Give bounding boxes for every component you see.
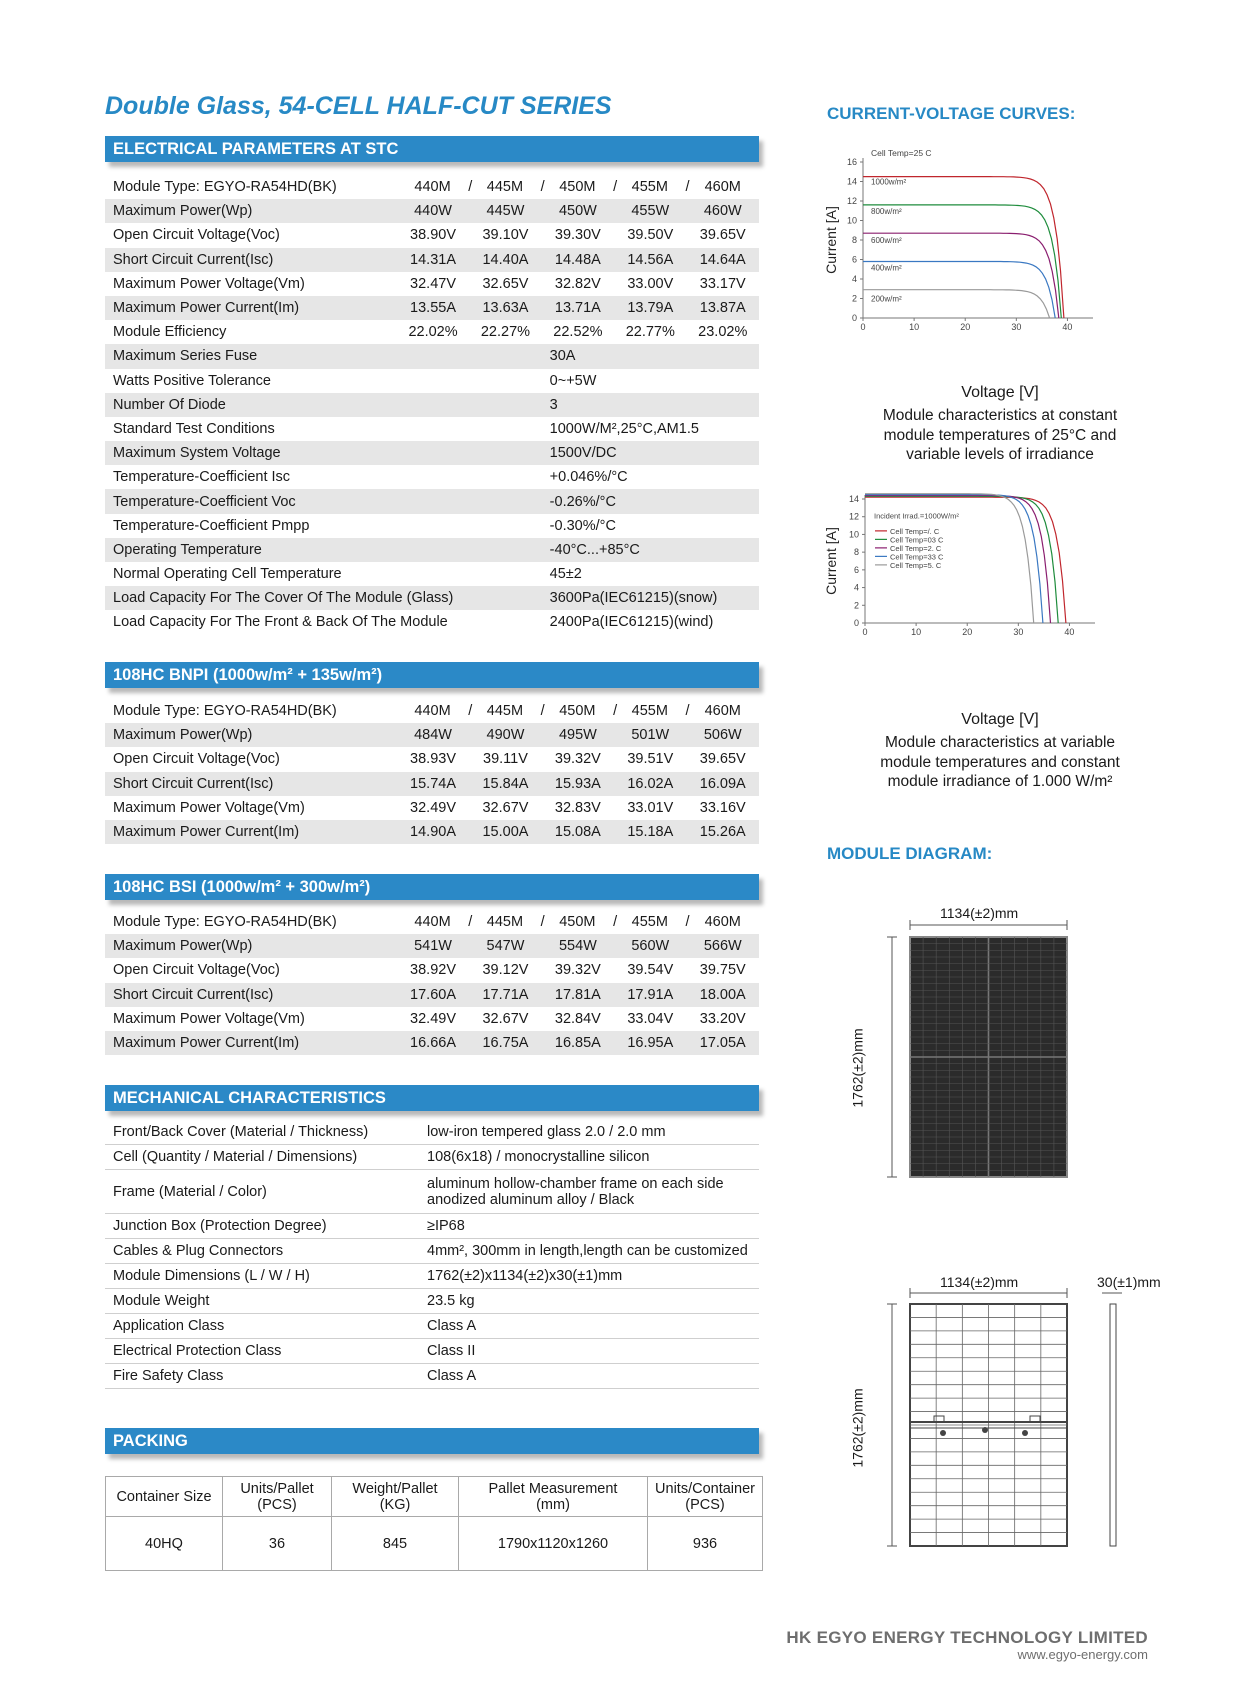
model-separator: /	[685, 914, 690, 931]
row-value: 39.32V	[554, 962, 601, 979]
row-value: 17.05A	[687, 1031, 759, 1055]
table-row	[105, 934, 759, 958]
thickness-dim: 30(±1)mm	[1097, 1274, 1161, 1290]
model-name: 455M /	[631, 703, 690, 720]
pack-cell: 40HQ	[106, 1517, 223, 1571]
row-value: 16.09A	[687, 772, 759, 796]
table-row	[105, 344, 759, 368]
row-value: 22.52%	[553, 324, 603, 341]
series-label: 400w/m²	[871, 263, 902, 273]
mech-label: Module Dimensions (L / W / H)	[105, 1264, 419, 1289]
stc-table	[105, 175, 759, 635]
pack-cell: 36	[223, 1517, 332, 1571]
row-value: 32.65V	[482, 275, 529, 292]
x-tick-label: 0	[862, 627, 868, 637]
x-tick-label: 20	[962, 627, 973, 637]
row-value: 33.01V	[627, 799, 674, 816]
table-row	[105, 1214, 759, 1239]
model-name: 460M	[704, 703, 741, 720]
table-row	[105, 1264, 759, 1289]
model-name: 440M /	[414, 179, 473, 196]
chart1-annotation: Cell Temp=25 C	[871, 148, 932, 158]
row-value: 13.79A	[614, 296, 686, 320]
table-row	[105, 1145, 759, 1170]
row-value: 17.91A	[614, 983, 686, 1007]
table-row	[105, 958, 759, 982]
row-value: 2400Pa(IEC61215)(wind)	[549, 614, 714, 631]
model-name: 450M /	[559, 914, 618, 931]
table-row	[105, 296, 759, 320]
row-value: 16.95A	[614, 1031, 686, 1055]
model-separator: /	[613, 179, 618, 196]
table-row	[105, 1364, 759, 1389]
row-value: 39.51V	[627, 751, 674, 768]
table-row	[105, 747, 759, 771]
row-value: 33.00V	[627, 275, 674, 292]
table-row	[105, 538, 759, 562]
y-tick-label: 14	[846, 176, 857, 187]
mech-value: aluminum hollow-chamber frame on each side anodized aluminum alloy / Black	[419, 1170, 759, 1214]
table-row	[105, 320, 759, 344]
y-tick-label: 12	[846, 196, 857, 206]
y-tick-label: 14	[848, 494, 859, 504]
row-value: 16.66A	[397, 1031, 469, 1055]
legend-label: Cell Temp=33 C	[890, 552, 944, 562]
mech-value: low-iron tempered glass 2.0 / 2.0 mm	[419, 1120, 759, 1145]
pack-cell: 936	[648, 1517, 763, 1571]
section-header-mech: MECHANICAL CHARACTERISTICS	[105, 1085, 759, 1111]
row-value: 38.90V	[410, 227, 457, 244]
row-label: Normal Operating Cell Temperature	[113, 566, 342, 583]
row-label: Load Capacity For The Front & Back Of The Module	[113, 614, 448, 631]
y-tick-label: 10	[846, 215, 857, 226]
model-separator: /	[540, 179, 545, 196]
row-value: 560W	[614, 934, 686, 958]
row-value: 15.93A	[542, 772, 614, 796]
table-row	[105, 820, 759, 844]
row-value: 39.75V	[699, 962, 746, 979]
chart1-xlabel: Voltage [V]	[961, 384, 1039, 401]
row-value: 22.77%	[625, 324, 675, 341]
mech-value: 108(6x18) / monocrystalline silicon	[419, 1145, 759, 1170]
mech-label: Cables & Plug Connectors	[105, 1239, 419, 1264]
row-value: 0~+5W	[549, 372, 597, 389]
model-separator: /	[685, 179, 690, 196]
iv-chart-irradiance	[818, 145, 1118, 395]
row-value: 38.93V	[410, 751, 457, 768]
row-value: 39.11V	[483, 751, 528, 768]
table-row	[105, 393, 759, 417]
row-value: 495W	[542, 723, 614, 747]
iv-curves-title: CURRENT-VOLTAGE CURVES:	[827, 104, 1076, 123]
row-value: -0.26%/°C	[542, 489, 759, 513]
mech-value: 1762(±2)x1134(±2)x30(±1)mm	[419, 1264, 759, 1289]
row-value: 32.47V	[410, 275, 457, 292]
row-value: 16.85A	[542, 1031, 614, 1055]
row-value: 554W	[542, 934, 614, 958]
module-type-row	[105, 699, 759, 723]
mech-value: ≥IP68	[419, 1214, 759, 1239]
module-diagram-title: MODULE DIAGRAM:	[827, 844, 993, 863]
table-row	[105, 489, 759, 513]
row-value: 23.02%	[698, 324, 748, 341]
pack-header: Units/Container (PCS)	[648, 1477, 763, 1517]
row-value: 14.64A	[687, 248, 759, 272]
row-label: Open Circuit Voltage(Voc)	[113, 751, 280, 768]
row-value: 460W	[687, 199, 759, 223]
chart2-xlabel: Voltage [V]	[961, 711, 1039, 728]
row-value: 3600Pa(IEC61215)(snow)	[542, 586, 759, 610]
mech-table	[105, 1120, 759, 1389]
row-value: 14.56A	[614, 248, 686, 272]
table-row	[105, 723, 759, 747]
back-width-dim: 1134(±2)mm	[940, 1274, 1019, 1290]
mech-label: Junction Box (Protection Degree)	[105, 1214, 419, 1239]
row-value: 32.84V	[554, 1010, 601, 1027]
table-row	[105, 223, 759, 247]
row-label: Maximum Power(Wp)	[105, 723, 397, 747]
table-row	[105, 441, 759, 465]
table-row	[105, 562, 759, 586]
table-row	[105, 796, 759, 820]
table-row	[105, 1314, 759, 1339]
row-value: 39.12V	[482, 962, 529, 979]
model-name: 450M /	[559, 179, 618, 196]
chart2-caption: Module characteristics at variable module temperatures and constant module irradiance of 1.000 W/m²	[880, 734, 1120, 790]
row-value: 501W	[614, 723, 686, 747]
model-separator: /	[540, 914, 545, 931]
back-height-dim: 1762(±2)mm	[849, 1388, 866, 1468]
row-label: Operating Temperature	[105, 538, 542, 562]
row-value: 32.49V	[410, 1010, 457, 1027]
mech-label: Module Weight	[105, 1289, 419, 1314]
y-tick-label: 6	[853, 564, 859, 575]
row-label: Load Capacity For The Cover Of The Module (Glass)	[105, 586, 542, 610]
front-width-dim: 1134(±2)mm	[940, 905, 1019, 921]
model-separator: /	[468, 179, 473, 196]
row-value: 32.49V	[410, 799, 457, 816]
row-value: -0.30%/°C	[549, 517, 616, 534]
company-website[interactable]: www.egyo-energy.com	[1017, 1647, 1148, 1662]
model-name: 450M /	[559, 703, 618, 720]
y-tick-label: 0	[853, 618, 859, 628]
row-value: 22.02%	[408, 324, 458, 341]
row-label: Standard Test Conditions	[113, 420, 275, 437]
row-value: 39.65V	[699, 751, 746, 768]
iv-chart-temperature	[818, 492, 1118, 722]
row-label: Watts Positive Tolerance	[113, 372, 271, 389]
pack-header: Pallet Measurement (mm)	[459, 1477, 648, 1517]
table-row	[105, 417, 759, 441]
table-row	[105, 983, 759, 1007]
row-value: 15.84A	[469, 772, 541, 796]
row-value: 17.60A	[397, 983, 469, 1007]
x-tick-label: 10	[909, 322, 920, 332]
row-label: Maximum Power Voltage(Vm)	[113, 799, 305, 816]
row-value: 14.40A	[469, 248, 541, 272]
chart2-annotation: Incident Irrad.=1000W/m²	[874, 511, 959, 521]
table-row	[105, 1239, 759, 1264]
row-value: 14.90A	[397, 820, 469, 844]
row-value: 45±2	[549, 566, 582, 583]
table-row	[105, 1007, 759, 1031]
legend-label: Cell Temp=/. C	[890, 526, 940, 536]
row-value: 15.08A	[542, 820, 614, 844]
module-front-diagram	[870, 905, 1090, 1185]
row-value: 1500V/DC	[542, 441, 759, 465]
row-label: Temperature-Coefficient Pmpp	[113, 517, 310, 534]
section-header-stc: ELECTRICAL PARAMETERS AT STC	[105, 136, 759, 162]
section-header-packing: PACKING	[105, 1428, 759, 1454]
pack-cell: 845	[332, 1517, 459, 1571]
section-header-bsi: 108HC BSI (1000w/m² + 300w/m²)	[105, 874, 759, 900]
pack-cell: 1790x1120x1260	[459, 1517, 648, 1571]
table-row	[105, 465, 759, 489]
row-label: Maximum Power Current(Im)	[105, 820, 397, 844]
table-row	[105, 248, 759, 272]
row-value: 506W	[687, 723, 759, 747]
series-line	[863, 233, 1059, 318]
row-value: 484W	[397, 723, 469, 747]
row-value: +0.046%/°C	[549, 469, 628, 486]
row-label: Module Efficiency	[113, 324, 227, 341]
mech-label: Front/Back Cover (Material / Thickness)	[105, 1120, 419, 1145]
row-value: 32.83V	[554, 799, 601, 816]
row-value: 13.87A	[687, 296, 759, 320]
legend-label: Cell Temp=2. C	[890, 543, 942, 553]
row-value: 22.27%	[480, 324, 531, 341]
row-value: 39.30V	[554, 227, 601, 244]
model-name: 460M	[704, 914, 741, 931]
x-tick-label: 30	[1013, 627, 1024, 637]
mech-label: Frame (Material / Color)	[105, 1170, 419, 1214]
row-value: -40°C...+85°C	[542, 538, 759, 562]
row-value: 15.18A	[614, 820, 686, 844]
y-tick-label: 10	[848, 529, 859, 540]
front-height-dim: 1762(±2)mm	[849, 1028, 866, 1108]
row-label: Maximum Power(Wp)	[105, 199, 397, 223]
model-name: 440M /	[414, 914, 473, 931]
module-type-row	[105, 910, 759, 934]
model-name: 445M /	[486, 914, 545, 931]
legend-label: Cell Temp=03 C	[890, 535, 944, 545]
row-value: 32.67V	[482, 799, 529, 816]
model-separator: /	[468, 703, 473, 720]
mech-label: Fire Safety Class	[105, 1364, 419, 1389]
table-row	[105, 1031, 759, 1055]
row-label: Open Circuit Voltage(Voc)	[113, 227, 280, 244]
x-tick-label: 30	[1011, 322, 1022, 332]
mech-value: Class II	[419, 1339, 759, 1364]
series-label: 1000w/m²	[871, 177, 907, 187]
y-tick-label: 16	[846, 157, 857, 167]
row-value: 17.81A	[542, 983, 614, 1007]
table-row	[105, 772, 759, 796]
x-tick-label: 40	[1064, 627, 1075, 637]
model-name: 455M /	[631, 914, 690, 931]
row-value: 32.67V	[482, 1010, 529, 1027]
row-value: 38.92V	[410, 962, 457, 979]
y-tick-label: 12	[848, 511, 859, 522]
table-row	[105, 1339, 759, 1364]
x-tick-label: 10	[911, 627, 922, 637]
row-label: Maximum Power(Wp)	[105, 934, 397, 958]
table-row	[105, 514, 759, 538]
row-value: 445W	[469, 199, 541, 223]
row-value: 566W	[687, 934, 759, 958]
section-header-bnpi: 108HC BNPI (1000w/m² + 135w/m²)	[105, 662, 759, 688]
row-label: Temperature-Coefficient Voc	[105, 489, 542, 513]
module-type-label: Module Type: EGYO-RA54HD(BK)	[113, 914, 337, 931]
row-value: 1000W/M²,25°C,AM1.5	[549, 420, 699, 437]
series-label: 600w/m²	[871, 236, 902, 245]
row-value: 15.26A	[687, 820, 759, 844]
y-tick-label: 8	[853, 547, 859, 558]
model-separator: /	[613, 914, 618, 931]
row-value: 15.74A	[397, 772, 469, 796]
mech-value: Class A	[419, 1314, 759, 1339]
table-row	[105, 1289, 759, 1314]
row-value: 39.50V	[627, 227, 674, 244]
pack-header: Units/Pallet (PCS)	[223, 1477, 332, 1517]
y-tick-label: 8	[851, 235, 857, 245]
model-name: 445M /	[486, 179, 545, 196]
mech-label: Cell (Quantity / Material / Dimensions)	[105, 1145, 419, 1170]
module-back-diagram	[870, 1268, 1170, 1558]
module-type-row	[105, 175, 759, 199]
row-value: 39.32V	[554, 751, 601, 768]
y-axis-label: Current [A]	[823, 527, 839, 595]
row-label: Short Circuit Current(Isc)	[105, 983, 397, 1007]
row-value: 490W	[469, 723, 541, 747]
model-separator: /	[685, 703, 690, 720]
row-label: Maximum Power Voltage(Vm)	[113, 275, 305, 292]
mech-label: Application Class	[105, 1314, 419, 1339]
row-value: 440W	[397, 199, 469, 223]
y-tick-label: 6	[851, 254, 857, 265]
x-tick-label: 20	[960, 322, 971, 332]
packing-table	[105, 1476, 763, 1571]
row-value: 17.71A	[469, 983, 541, 1007]
row-value: 450W	[542, 199, 614, 223]
mech-label: Electrical Protection Class	[105, 1339, 419, 1364]
model-name: 460M	[704, 179, 741, 196]
row-value: 33.17V	[699, 275, 746, 292]
table-row	[105, 272, 759, 296]
model-name: 440M /	[414, 703, 473, 720]
model-separator: /	[613, 703, 618, 720]
y-axis-label: Current [A]	[823, 206, 839, 274]
row-value: 33.04V	[627, 1010, 674, 1027]
row-value: 39.10V	[482, 227, 529, 244]
table-row	[105, 199, 759, 223]
pack-header: Weight/Pallet (KG)	[332, 1477, 459, 1517]
series-label: 200w/m²	[871, 294, 902, 304]
page-title: Double Glass, 54-CELL HALF-CUT SERIES	[105, 92, 612, 120]
row-value: 33.20V	[699, 1010, 746, 1027]
model-name: 445M /	[486, 703, 545, 720]
row-label: Maximum Power Voltage(Vm)	[113, 1010, 305, 1027]
row-label: Maximum Power Current(Im)	[105, 1031, 397, 1055]
row-label: Maximum System Voltage	[105, 441, 542, 465]
module-type-label: Module Type: EGYO-RA54HD(BK)	[113, 703, 337, 720]
pack-header: Container Size	[106, 1477, 223, 1517]
mech-value: Class A	[419, 1364, 759, 1389]
row-value: 547W	[469, 934, 541, 958]
mech-value: 4mm², 300mm in length,length can be customized	[419, 1239, 759, 1264]
x-tick-label: 40	[1062, 322, 1073, 332]
table-row	[105, 1120, 759, 1145]
row-value: 18.00A	[687, 983, 759, 1007]
row-value: 39.65V	[699, 227, 746, 244]
row-value: 3	[542, 393, 759, 417]
row-label: Short Circuit Current(Isc)	[105, 248, 397, 272]
table-row	[105, 586, 759, 610]
x-tick-label: 0	[860, 322, 866, 332]
row-value: 14.31A	[397, 248, 469, 272]
y-tick-label: 2	[851, 293, 857, 304]
chart1-caption: Module characteristics at constant module temperatures of 25°C and variable levels of irradiance	[882, 407, 1118, 463]
row-label: Short Circuit Current(Isc)	[105, 772, 397, 796]
table-row	[105, 610, 759, 634]
row-value: 15.00A	[469, 820, 541, 844]
row-label: Maximum Power Current(Im)	[105, 296, 397, 320]
table-row	[105, 1170, 759, 1214]
row-value: 32.82V	[554, 275, 601, 292]
y-tick-label: 4	[853, 582, 859, 593]
table-row	[105, 369, 759, 393]
legend-label: Cell Temp=5. C	[890, 560, 942, 570]
row-value: 541W	[397, 934, 469, 958]
row-label: Number Of Diode	[105, 393, 542, 417]
row-value: 14.48A	[542, 248, 614, 272]
row-label: Open Circuit Voltage(Voc)	[113, 962, 280, 979]
mech-value: 23.5 kg	[419, 1289, 759, 1314]
row-value: 16.75A	[469, 1031, 541, 1055]
y-tick-label: 4	[851, 274, 857, 284]
row-value: 16.02A	[614, 772, 686, 796]
row-value: 33.16V	[699, 799, 746, 816]
bsi-table	[105, 910, 759, 1055]
row-value: 13.63A	[469, 296, 541, 320]
row-value: 455W	[614, 199, 686, 223]
company-name: HK EGYO ENERGY TECHNOLOGY LIMITED	[786, 1628, 1148, 1647]
model-name: 455M /	[631, 179, 690, 196]
bnpi-table	[105, 699, 759, 844]
row-value: 39.54V	[627, 962, 674, 979]
series-label: 800w/m²	[871, 206, 902, 216]
y-tick-label: 2	[853, 600, 859, 611]
module-type-label: Module Type: EGYO-RA54HD(BK)	[113, 179, 337, 196]
row-label: Temperature-Coefficient Isc	[113, 469, 291, 486]
model-separator: /	[468, 914, 473, 931]
model-separator: /	[540, 703, 545, 720]
row-value: 13.71A	[542, 296, 614, 320]
row-label: Maximum Series Fuse	[105, 344, 542, 368]
row-value: 13.55A	[397, 296, 469, 320]
row-value: 30A	[542, 344, 759, 368]
y-tick-label: 0	[851, 313, 857, 323]
